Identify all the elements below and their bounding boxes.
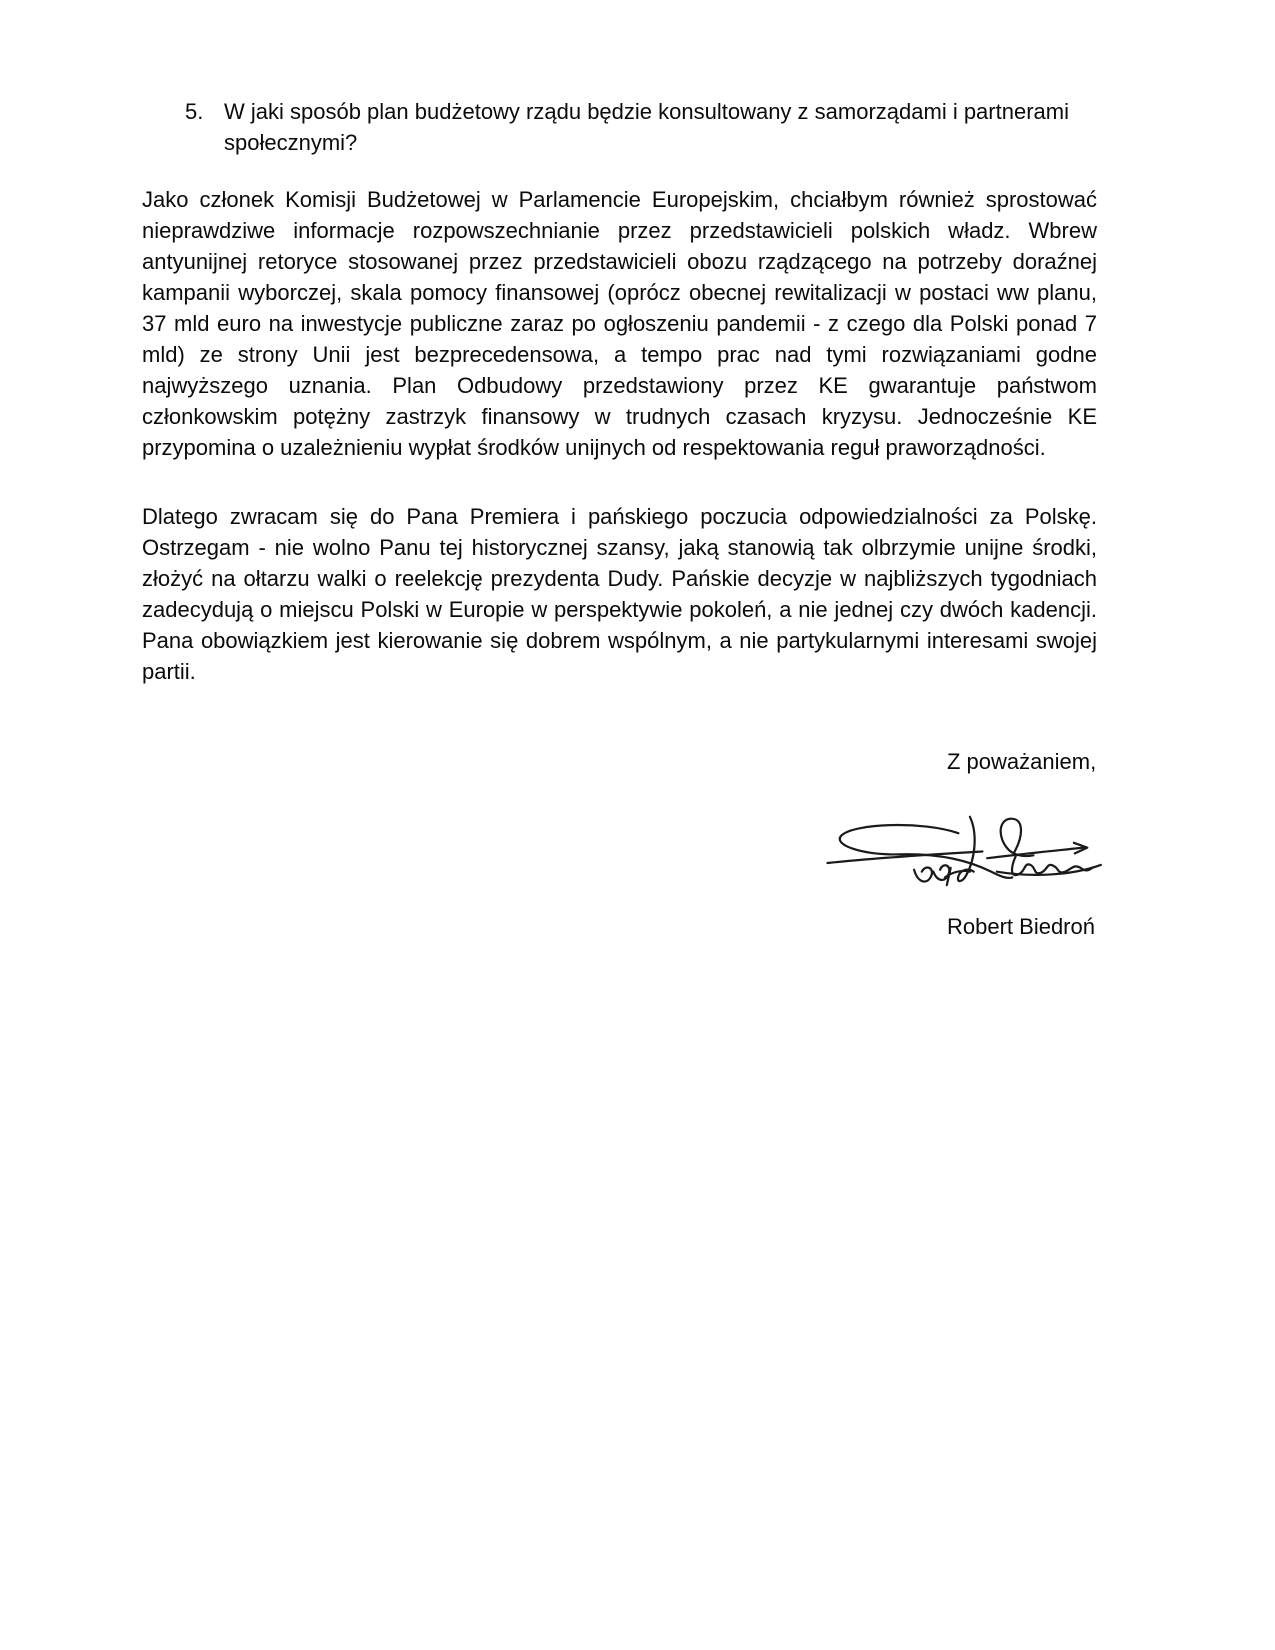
closing-block [142,746,1097,942]
valediction: Z poważaniem, [947,749,1097,774]
question-text: W jaki sposób plan budżetowy rządu będzie konsultowany z samorządami i partnerami społecznymi? [224,99,1069,155]
question-number: 5. [185,99,204,124]
body-paragraph-1: Jako członek Komisji Budżetowej w Parlamencie Europejskim, chciałbym również sprostować nieprawdziwe informacje rozpowszechnianie przez przedstawicieli polskich władz. Wbrew antyunijnej retoryce stosowanej przez przedstawicieli obozu rządzącego na potrzeby doraźnej kampanii wyborczej, skala pomocy finansowej (oprócz obecnej rewitalizacji w postaci ww planu, 37 mld euro na inwestycje publiczne zaraz po ogłoszeniu pandemii - z czego dla Polski ponad 7 mld) ze strony Unii jest bezprecedensowa, a tempo prac nad tymi rozwiązaniami godne najwyższego uznania. Plan Odbudowy przedstawiony przez KE gwarantuje państwom członkowskim potężny zastrzyk finansowy w trudnych czasach kryzysu. Jednocześnie KE przypomina o uzależnieniu wypłat środków unijnych od respektowania reguł praworządności. [142,187,1097,460]
signatory-name: Robert Biedroń [947,914,1095,939]
handwritten-signature-icon [820,812,1115,889]
numbered-question-item [185,96,1097,158]
body-paragraph-2: Dlatego zwracam się do Pana Premiera i pańskiego poczucia odpowiedzialności za Polskę. Ostrzegam - nie wolno Panu tej historycznej szansy, jaką stanowią tak olbrzymie unijne środki, złożyć na ołtarzu walki o reelekcję prezydenta Dudy. Pańskie decyzje w najbliższych tygodniach zadecydują o miejscu Polski w Europie w perspektywie pokoleń, a nie jednej czy dwóch kadencji. Pana obowiązkiem jest kierowanie się dobrem wspólnym, a nie partykularnymi interesami swojej partii. [142,504,1097,684]
